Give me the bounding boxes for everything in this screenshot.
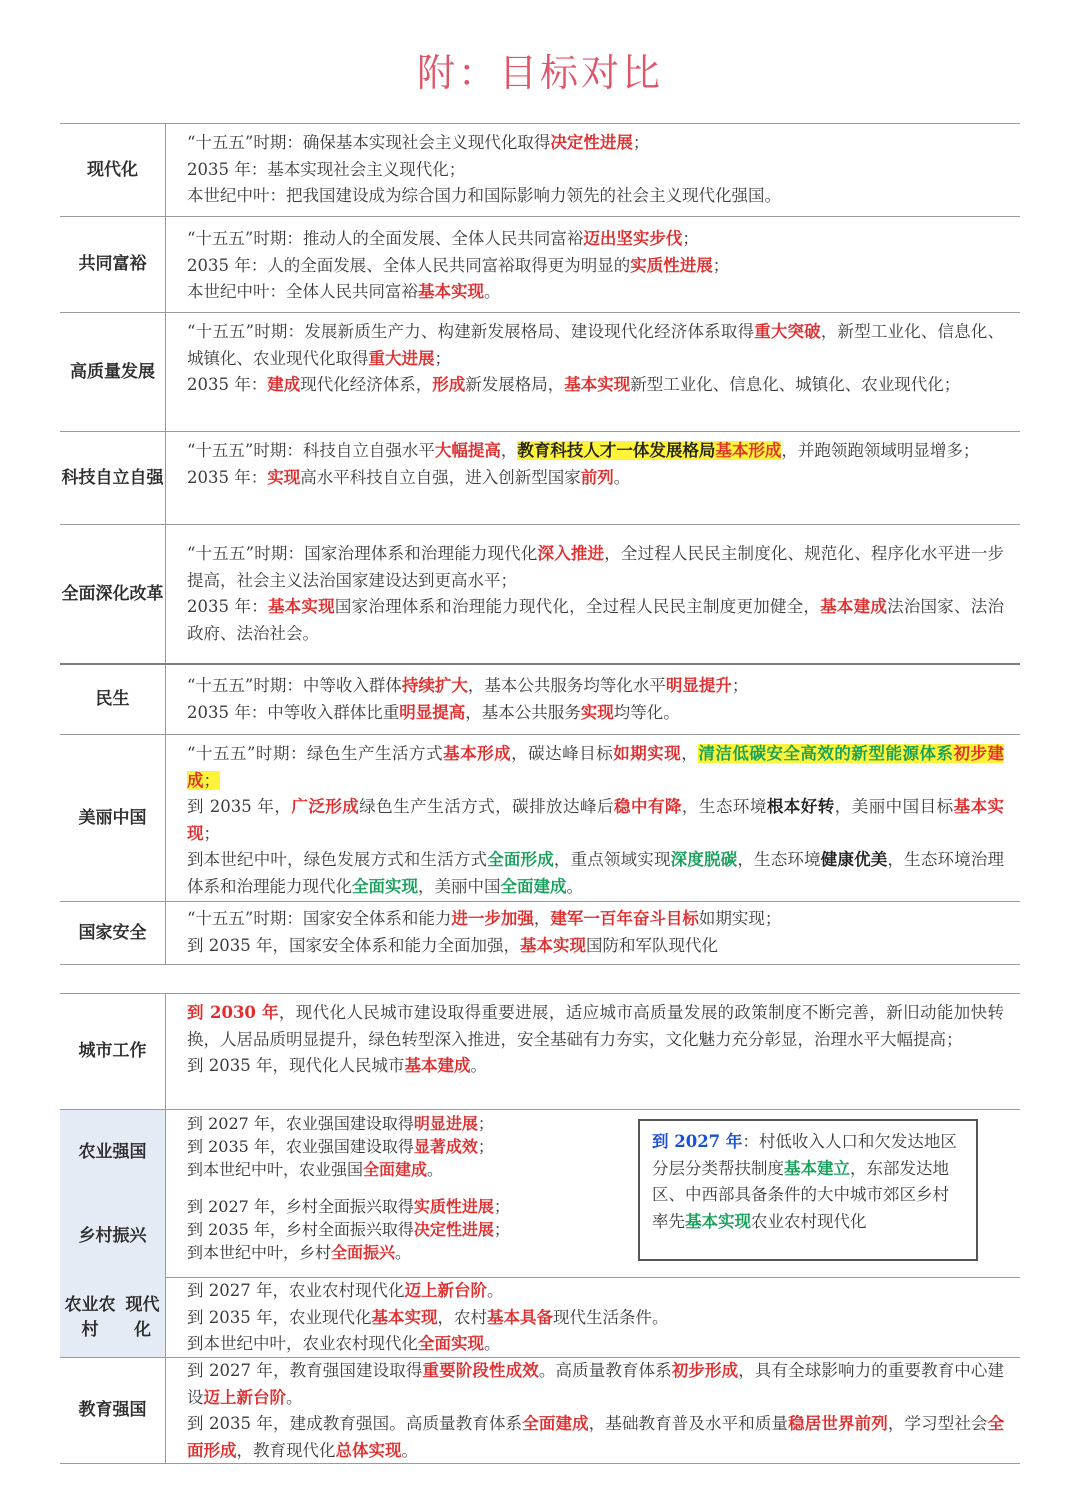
goal-line: 到 2035 年，农业强国建设取得显著成效； [187, 1137, 494, 1156]
table-row [60, 902, 1020, 965]
key-phrase: 重大进展 [368, 348, 435, 368]
key-phrase: 基本建成 [820, 597, 888, 617]
key-phrase: 大幅提高 [434, 441, 501, 460]
goal-paragraph: “十五五”时期：国家治理体系和治理能力现代化深入推进，全过程人民民主制度化、规范化、程序化水平进一步提高，社会主义法治国家建设达到更高水平； [187, 544, 1005, 590]
goal-block [187, 1193, 639, 1278]
goal-line: “十五五”时期：推动人的全面发展、全体人民共同富裕迈出坚实步伐； [187, 229, 699, 248]
key-phrase: 迈出坚实步伐 [583, 229, 683, 248]
goal-table-upper [60, 123, 1020, 965]
highlighted-phrase: 教育科技人才一体发展格局 [517, 441, 716, 460]
key-phrase: 决定性进展 [413, 1220, 494, 1239]
goal-cell [166, 1278, 1020, 1357]
goal-line: “十五五”时期：确保基本实现社会主义现代化取得决定性进展； [187, 133, 650, 152]
key-phrase: 决定性进展 [550, 133, 633, 152]
green-phrase: 基本实现 [685, 1211, 751, 1231]
key-phrase: 基本建成 [404, 1056, 471, 1076]
key-phrase: 形成 [432, 375, 466, 395]
goal-paragraph: 到 2027 年，教育强国建设取得重要阶段性成效。高质量教育体系初步形成，具有全球影响力的重要教育中心建设迈上新台阶。 [187, 1361, 1005, 1407]
category-cell: 科技 自立自强 [60, 432, 166, 524]
key-phrase: 建军一百年奋斗目标 [550, 909, 699, 928]
callout-box: 到 2027 年：村低收入人口和欠发达地区分层分类帮扶制度基本建立，东部发达地区、中西部具备条件的大中城市郊区乡村率先基本实现农业农村现代化 [638, 1119, 978, 1261]
goal-line: 到 2027 年，乡村全面振兴取得实质性进展； [187, 1197, 510, 1216]
key-phrase: 实质性进展 [630, 255, 713, 275]
goal-paragraph: 到本世纪中叶，绿色发展方式和生活方式全面形成，重点领域实现深度脱碳，生态环境健康优美，生态环境治理体系和治理能力现代化全面实现，美丽中国全面建成。 [187, 850, 1005, 896]
key-phrase: 明显提升 [665, 676, 732, 695]
key-phrase: 基本实现 [371, 1307, 438, 1327]
highlighted-phrase: 清洁低碳安全高效的新型能源体系 [698, 744, 954, 763]
key-phrase: 到 2030 年 [187, 1003, 279, 1022]
goal-cell-left [166, 1110, 639, 1277]
category-cell: 全面深化 改革 [60, 525, 166, 663]
key-phrase: 全面振兴 [331, 1243, 396, 1262]
table-row [60, 665, 1020, 735]
goal-cell [166, 1358, 1020, 1463]
goal-line: “十五五”时期：国家安全体系和能力进一步加强，建军一百年奋斗目标如期实现； [187, 909, 782, 928]
green-phrase: 全面实现 [352, 876, 418, 896]
table-row [60, 217, 1020, 313]
goal-line: 到 2027 年，农业强国建设取得明显进展； [187, 1114, 494, 1133]
goal-paragraph: 到 2035 年，广泛形成绿色生产生活方式，碳排放达峰后稳中有降，生态环境根本好转，美丽中国目标基本实现； [187, 797, 1005, 843]
table-row [60, 525, 1020, 665]
category-cell: 共同富裕 [60, 217, 166, 312]
category-cell: 农业强国 [60, 1110, 165, 1194]
goal-cell [166, 217, 1020, 312]
goal-line: 到 2035 年，农业现代化基本实现，农村基本具备现代生活条件。 [187, 1307, 669, 1327]
key-phrase: 实现 [267, 467, 301, 487]
bold-phrase: 根本好转 [766, 797, 835, 817]
key-phrase: 全面建成 [363, 1160, 428, 1179]
key-phrase: 如期实现 [613, 744, 682, 763]
highlighted-key-phrase: 基本形成 [715, 441, 782, 460]
green-phrase: 全面建成 [500, 876, 567, 896]
page-title: 附：目标对比 [416, 51, 663, 95]
goal-line: 到本世纪中叶，乡村全面振兴。 [187, 1243, 412, 1262]
goal-line: 2035 年：基本实现社会主义现代化； [187, 159, 466, 179]
goal-line: 到 2035 年，现代化人民城市基本建成。 [187, 1056, 487, 1076]
goal-line: 到 2035 年，乡村全面振兴取得决定性进展； [187, 1220, 510, 1239]
goal-paragraph: 到 2030 年，现代化人民城市建设取得重要进展，适应城市高质量发展的政策制度不断完善，新旧动能加快转换，人居品质明显提升，绿色转型深入推进，安全基础有力夯实，文化魅力充分彰显，治理水平大幅提高； [187, 1003, 1004, 1049]
callout-year: 到 2027 年 [652, 1132, 743, 1151]
key-phrase: 显著成效 [413, 1137, 478, 1156]
key-phrase: 进一步加强 [451, 909, 534, 928]
category-cell: 国家安全 [60, 902, 166, 964]
goal-cell [166, 313, 1020, 431]
category-cell: 现代化 [60, 124, 166, 216]
key-phrase: 全面建成 [522, 1414, 589, 1434]
goal-line: 2035 年：人的全面发展、全体人民共同富裕取得更为明显的实质性进展； [187, 255, 730, 275]
key-phrase: 全面形成 [187, 1414, 1005, 1460]
category-cell: 教育强国 [60, 1358, 166, 1463]
key-phrase: 前列 [580, 467, 614, 487]
goal-paragraph: “十五五”时期：绿色生产生活方式基本形成，碳达峰目标如期实现，清洁低碳安全高效的新型能源体系初步建成； [187, 744, 1005, 790]
goal-cell [166, 994, 1020, 1109]
key-phrase: 稳中有降 [613, 797, 682, 817]
category-cell: 乡村振兴 [60, 1194, 165, 1278]
key-phrase: 基本实现 [418, 282, 484, 302]
key-phrase: 深入推进 [537, 544, 605, 563]
table-spacer [60, 962, 1020, 993]
key-phrase: 基本形成 [443, 744, 512, 763]
category-cell: 民生 [60, 665, 166, 734]
key-phrase: 广泛形成 [291, 797, 360, 817]
green-phrase: 深度脱碳 [670, 850, 738, 870]
key-phrase: 建成 [267, 375, 301, 395]
key-phrase: 基本实现 [187, 797, 1005, 843]
goal-paragraph: 2035 年：基本实现国家治理体系和治理能力现代化，全过程人民民主制度更加健全，基本建成法治国家、法治政府、法治社会。 [187, 597, 1004, 643]
key-phrase: 全面实现 [418, 1334, 484, 1354]
goal-cell [166, 665, 1020, 734]
goal-paragraph: 2035 年：建成现代化经济体系，形成新发展格局，基本实现新型工业化、信息化、城镇化、农业现代化； [187, 375, 961, 395]
key-phrase: 基本实现 [564, 375, 631, 395]
key-phrase: 明显提高 [399, 702, 466, 722]
goal-line: 2035 年：实现高水平科技自立自强，进入创新型国家前列。 [187, 467, 631, 487]
goal-line: 2035 年：中等收入群体比重明显提高，基本公共服务实现均等化。 [187, 702, 680, 722]
table-row [60, 994, 1020, 1110]
table-row [60, 432, 1020, 525]
category-pair [60, 1110, 166, 1277]
goal-line: 到本世纪中叶，农业强国全面建成。 [187, 1160, 444, 1179]
goal-cell [166, 432, 1020, 524]
key-phrase: 迈上新台阶 [404, 1281, 487, 1300]
green-phrase: 全面形成 [487, 850, 554, 870]
key-phrase: 重大突破 [754, 322, 821, 341]
table-row [60, 1358, 1020, 1464]
key-phrase: 基本具备 [486, 1307, 553, 1327]
goal-line: 本世纪中叶：把我国建设成为综合国力和国际影响力领先的社会主义现代化强国。 [187, 186, 781, 206]
category-cell: 城市工作 [60, 994, 166, 1109]
key-phrase: 实现 [580, 702, 614, 722]
highlighted-key-phrase: 初步建成 [187, 744, 1005, 790]
category-cell: 高质量发展 [60, 313, 166, 431]
goal-cell [166, 735, 1020, 901]
goal-line: 本世纪中叶：全体人民共同富裕基本实现。 [187, 282, 501, 302]
key-phrase: 实质性进展 [413, 1197, 494, 1216]
goal-paragraph: “十五五”时期：科技自立自强水平大幅提高，教育科技人才一体发展格局基本形成，并跑领跑领域明显增多； [187, 441, 980, 460]
key-phrase: 稳居世界前列 [788, 1414, 888, 1434]
goal-line: 到本世纪中叶，农业农村现代化全面实现。 [187, 1334, 501, 1354]
goal-line: 到 2035 年，国家安全体系和能力全面加强，基本实现国防和军队现代化 [187, 935, 718, 955]
goal-paragraph: 到 2035 年，建成教育强国。高质量教育体系全面建成，基础教育普及水平和质量稳居世界前列，学习型社会全面形成，教育现代化总体实现。 [187, 1414, 1005, 1460]
bold-phrase: 健康优美 [820, 850, 888, 870]
goal-block [187, 1110, 639, 1193]
key-phrase: 基本实现 [267, 597, 335, 617]
key-phrase: 明显进展 [413, 1114, 478, 1133]
goal-cell [166, 124, 1020, 216]
goal-paragraph: “十五五”时期：发展新质生产力、构建新发展格局、建设现代化经济体系取得重大突破，新型工业化、信息化、城镇化、农业现代化取得重大进展； [187, 322, 1005, 368]
key-phrase: 基本实现 [519, 935, 586, 955]
table-row [60, 124, 1020, 217]
goal-cell [166, 525, 1020, 663]
category-cell: 美丽中国 [60, 735, 166, 901]
goal-cell [166, 902, 1020, 964]
table-row [60, 1278, 1020, 1358]
key-phrase: 重要阶段性成效 [422, 1361, 539, 1380]
table-row [60, 313, 1020, 432]
category-cell: 农业农村 现代化 [60, 1278, 166, 1357]
goal-line: 到 2027 年，农业农村现代化迈上新台阶。 [187, 1281, 504, 1300]
green-phrase: 基本建立 [784, 1158, 850, 1178]
goal-line: “十五五”时期：中等收入群体持续扩大，基本公共服务均等化水平明显提升； [187, 676, 749, 695]
key-phrase: 初步形成 [671, 1361, 739, 1380]
key-phrase: 迈上新台阶 [203, 1387, 286, 1407]
table-row [60, 735, 1020, 902]
key-phrase: 总体实现 [335, 1440, 402, 1460]
key-phrase: 持续扩大 [401, 676, 468, 695]
